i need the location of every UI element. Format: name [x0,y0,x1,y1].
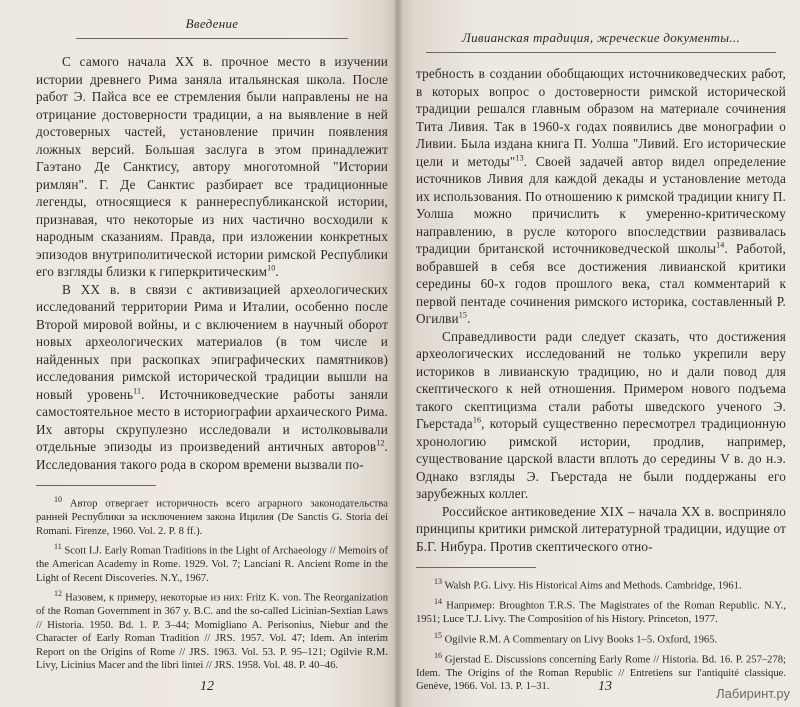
footnote-rule [416,567,536,568]
paragraph: С самого начала XX в. прочное место в изучении истории древнего Рима заняла итальянская школа. После работ Э. Пайса все ее стремления были направлены не на отрицание достоверности традиции, а на выявление в ней достоверных частей, установление причин появления ложных версий. Большая заслуга в этом принадлежит Гаэтано Де Санктису, автору многотомной "Истории римлян". Г. Де Санктис разбирает все традиционные легенды, относящиеся к раннереспубликанской истории, признавая, что некоторые из них частично восходили к народным сказаниям. Правда, при изложении конкретных эпизодов внутриполитической истории римской Республики его взгляды близки к гиперкритическим$^{10}$. [36,54,388,279]
footnote: $^{15}$ Ogilvie R.M. A Commentary on Livy Books 1–5. Oxford, 1965. [434,630,718,646]
footnote: $^{14}$ Например: Broughton T.R.S. The Magistrates of the Roman Republic. N.Y., 1951; Luce T.J. Livy. The Composition of his History. Princeton, 1977. [416,597,786,626]
footnote: $^{10}$ Автор отвергает историчность всего аграрного законодательства ранней Республики за исключением закона Ицилия (De Sanctis G. Storia dei Romani. Firenze, 1960. Vol. 2. P. 8 ff.). [36,495,388,537]
footnotes [416,575,786,694]
footnote: $^{11}$ Scott I.J. Early Roman Traditions in the Light of Archaeology // Memoirs of the American Academy in Rome. 1929. Vol. 7; Lanciani R. Ancient Rome in the Light of Recent Discoveries. N.Y., 1967. [36,542,389,584]
watermark: Лабиринт.ру [716,686,790,701]
footnote-rule [36,485,156,486]
paragraph: Справедливости ради следует сказать, что достижения археологических исследований не только укрепили веру историков в ливианскую традицию, но и дали повод для скептического к ней отношения. Примером нового подъема такого скептицизма стали работы шведского ученого Э. Гьерстада$^{16}$, который существенно пересмотрел традиционную хронологию римской истории, продлив, например, существование царской власти вплоть до середины V в. до н.э. Однако взгляды Э. Гьерстада не были поддержаны его зарубежных коллег. [416,328,786,501]
footnote: $^{16}$ Gjerstad E. Discussions concerning Early Rome // Historia. Bd. 16. P. 257–278; Idem. The Origins of the Roman Republic // Entretiens sur l'antiquité classique. Genève, 1966. Vol. 13. P. 1–31. [416,650,787,693]
footnotes [36,493,388,673]
left-page [0,0,398,707]
paragraph: требность в создании обобщающих источниковедческих работ, в которых вопрос о достоверности римской исторической традиции решался главным образом на материале сочинения Тита Ливия. Так в 1960-х годах появились две монографии о Ливии. Была издана книга П. Уолша "Ливий. Его исторические цели и методы"$^{13}$. Своей задачей автор видел определение источников Ливия для каждой декады и установление метода их использования. По отношению к римской традиции книгу П. Уолша можно причислить к умеренно-критическому направлению, в русле которого впоследствии развивалась традиции британской источниковедческой школы$^{14}$. Работой, вобравшей в себя все достижения ливианской критики середины 60-х годов прошлого века, стал комментарий к первой пентаде сочинения римского историка, составленный Р. Огилви$^{15}$. [416,66,786,326]
paragraph: В XX в. в связи с активизацией археологических исследований территории Рима и Италии, особенно после Второй мировой войны, и с включением в научный оборот новых археологических материалов (в том числе и найденных при раскопках эпиграфических памятников) исследования римской исторической традиции вышли на новый уровень$^{11}$. Источниковедческие работы заняли самостоятельное место в историографии архаического Рима. Их авторы скрупулезно исследовали и истолковывали отдельные эпизоды из произведений античных авторов$^{12}$. Исследования такого рода в скором времени вызвали по- [36,281,388,472]
page-number: 13 [598,679,612,694]
footnote: $^{12}$ Назовем, к примеру, некоторые из них: Fritz K. von. The Reorganization of the Roman Government in 367 y. B.C. and the so-called Licinian-Sextian Laws // Historia. 1950. Bd. 1. P. 3–44; Momigliano A. Perisonius, Niebur and the Character of Early Roman Tradition // JRS. 1957. Vol. 47; Idem. An interim Report on the Origins of Rome // JRS. 1963. Vol. 53. P. 95–121; Ogilvie R.M. Livy, Licinius Macer and the libri lintei // JRS. 1958. Vol. 48. P. 40–46. [36,589,389,672]
paragraph: Российское антиковедение XIX – начала XX в. восприняло принципы критики римской литературной традиции, идущие от Б.Г. Нибура. Против скептического отно- [416,503,786,554]
running-head: Ливианская традиция, жреческие документы... [426,30,776,53]
book-gutter [394,0,402,707]
footnote: $^{13}$ Walsh P.G. Livy. His Historical Aims and Methods. Cambridge, 1961. [434,577,742,592]
page-number: 12 [200,679,214,694]
running-head: Введение [76,16,348,39]
right-page [398,0,800,707]
